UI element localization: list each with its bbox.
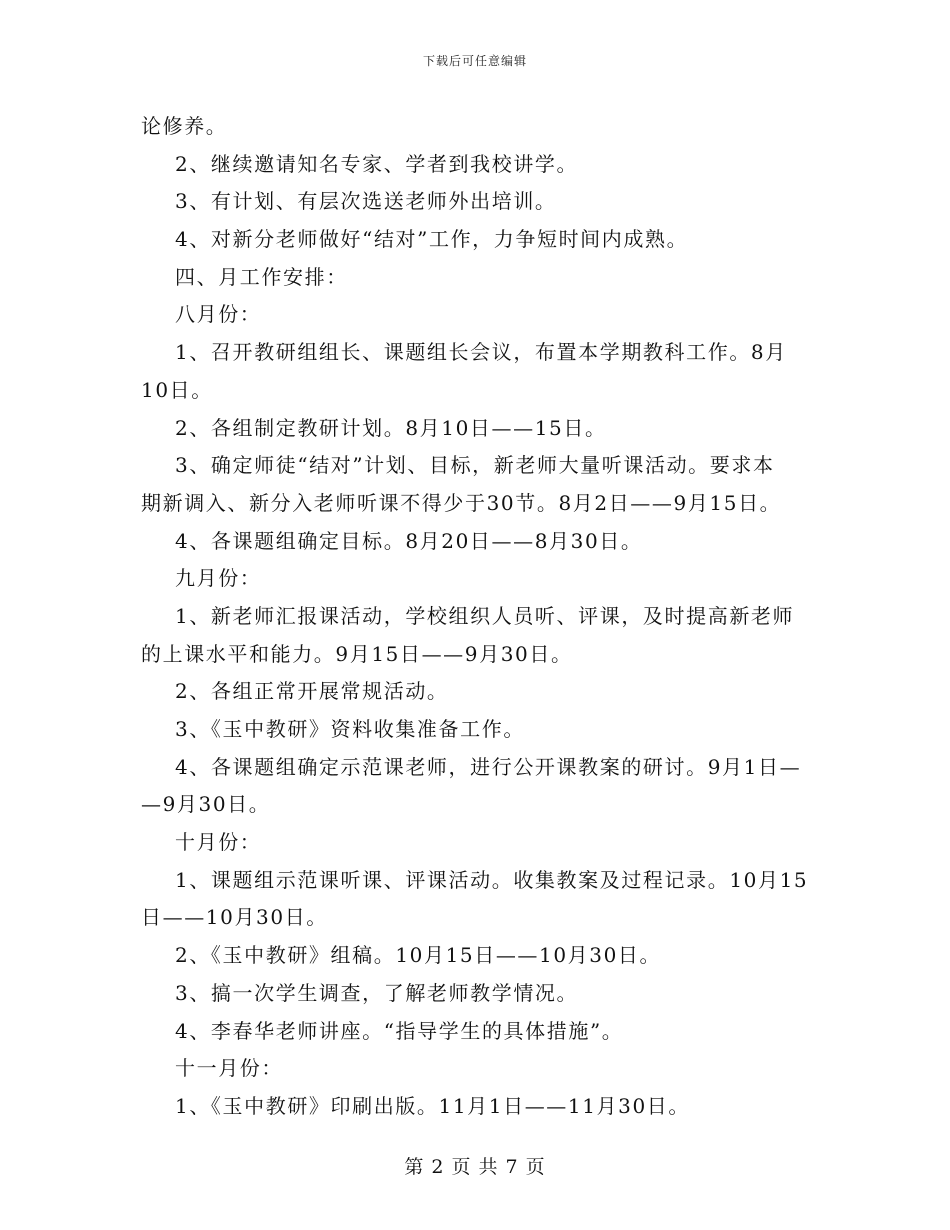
- paragraph-line: 期新调入、新分入老师听课不得少于30节。8月2日——9月15日。: [141, 490, 782, 515]
- paragraph-line: 的上课水平和能力。9月15日——9月30日。: [141, 641, 573, 666]
- paragraph-line: 4、各课题组确定目标。8月20日——8月30日。: [175, 528, 643, 553]
- section-heading: 四、月工作安排：: [175, 264, 348, 289]
- month-heading: 八月份：: [175, 302, 262, 327]
- paragraph-line: 3、搞一次学生调查，了解老师教学情况。: [175, 980, 579, 1005]
- paragraph-line: 4、各课题组确定示范课老师，进行公开课教案的研讨。9月1日—: [175, 754, 802, 779]
- document-body: [141, 108, 821, 1126]
- month-heading: 十一月份：: [175, 1056, 283, 1081]
- paragraph-line: 4、李春华老师讲座。“指导学生的具体措施”。: [175, 1018, 624, 1043]
- paragraph-line: 3、《玉中教研》资料收集准备工作。: [175, 717, 525, 741]
- paragraph-line: 论修养。: [141, 114, 228, 138]
- paragraph-line: 3、有计划、有层次选送老师外出培训。: [175, 189, 557, 214]
- page-header: 下载后可任意编辑: [422, 54, 527, 68]
- paragraph-line: 2、各组制定教研计划。8月10日——15日。: [175, 415, 607, 440]
- paragraph-line: 2、各组正常开展常规活动。: [175, 679, 449, 704]
- paragraph-line: —9月30日。: [141, 792, 271, 817]
- paragraph-line: 1、课题组示范课听课、评课活动。收集教案及过程记录。10月15: [175, 867, 809, 892]
- paragraph-line: 10日。: [141, 377, 213, 402]
- month-heading: 十月份：: [175, 830, 262, 855]
- paragraph-line: 3、确定师徒“结对”计划、目标，新老师大量听课活动。要求本: [175, 453, 775, 478]
- paragraph-line: 1、《玉中教研》印刷出版。11月1日——11月30日。: [175, 1093, 690, 1118]
- paragraph-line: 2、继续邀请知名专家、学者到我校讲学。: [175, 151, 579, 176]
- paragraph-line: 4、对新分老师做好“结对”工作，力争短时间内成熟。: [175, 227, 689, 252]
- paragraph-line: 1、新老师汇报课活动，学校组织人员听、评课，及时提高新老师: [175, 603, 795, 628]
- paragraph-line: 日——10月30日。: [141, 905, 328, 930]
- paragraph-line: 1、召开教研组组长、课题组长会议，布置本学期教科工作。8月: [175, 340, 787, 365]
- paragraph-line: 2、《玉中教研》组稿。10月15日——10月30日。: [175, 943, 662, 968]
- month-heading: 九月份：: [175, 566, 262, 591]
- page-footer: 第 2 页 共 7 页: [404, 1156, 546, 1178]
